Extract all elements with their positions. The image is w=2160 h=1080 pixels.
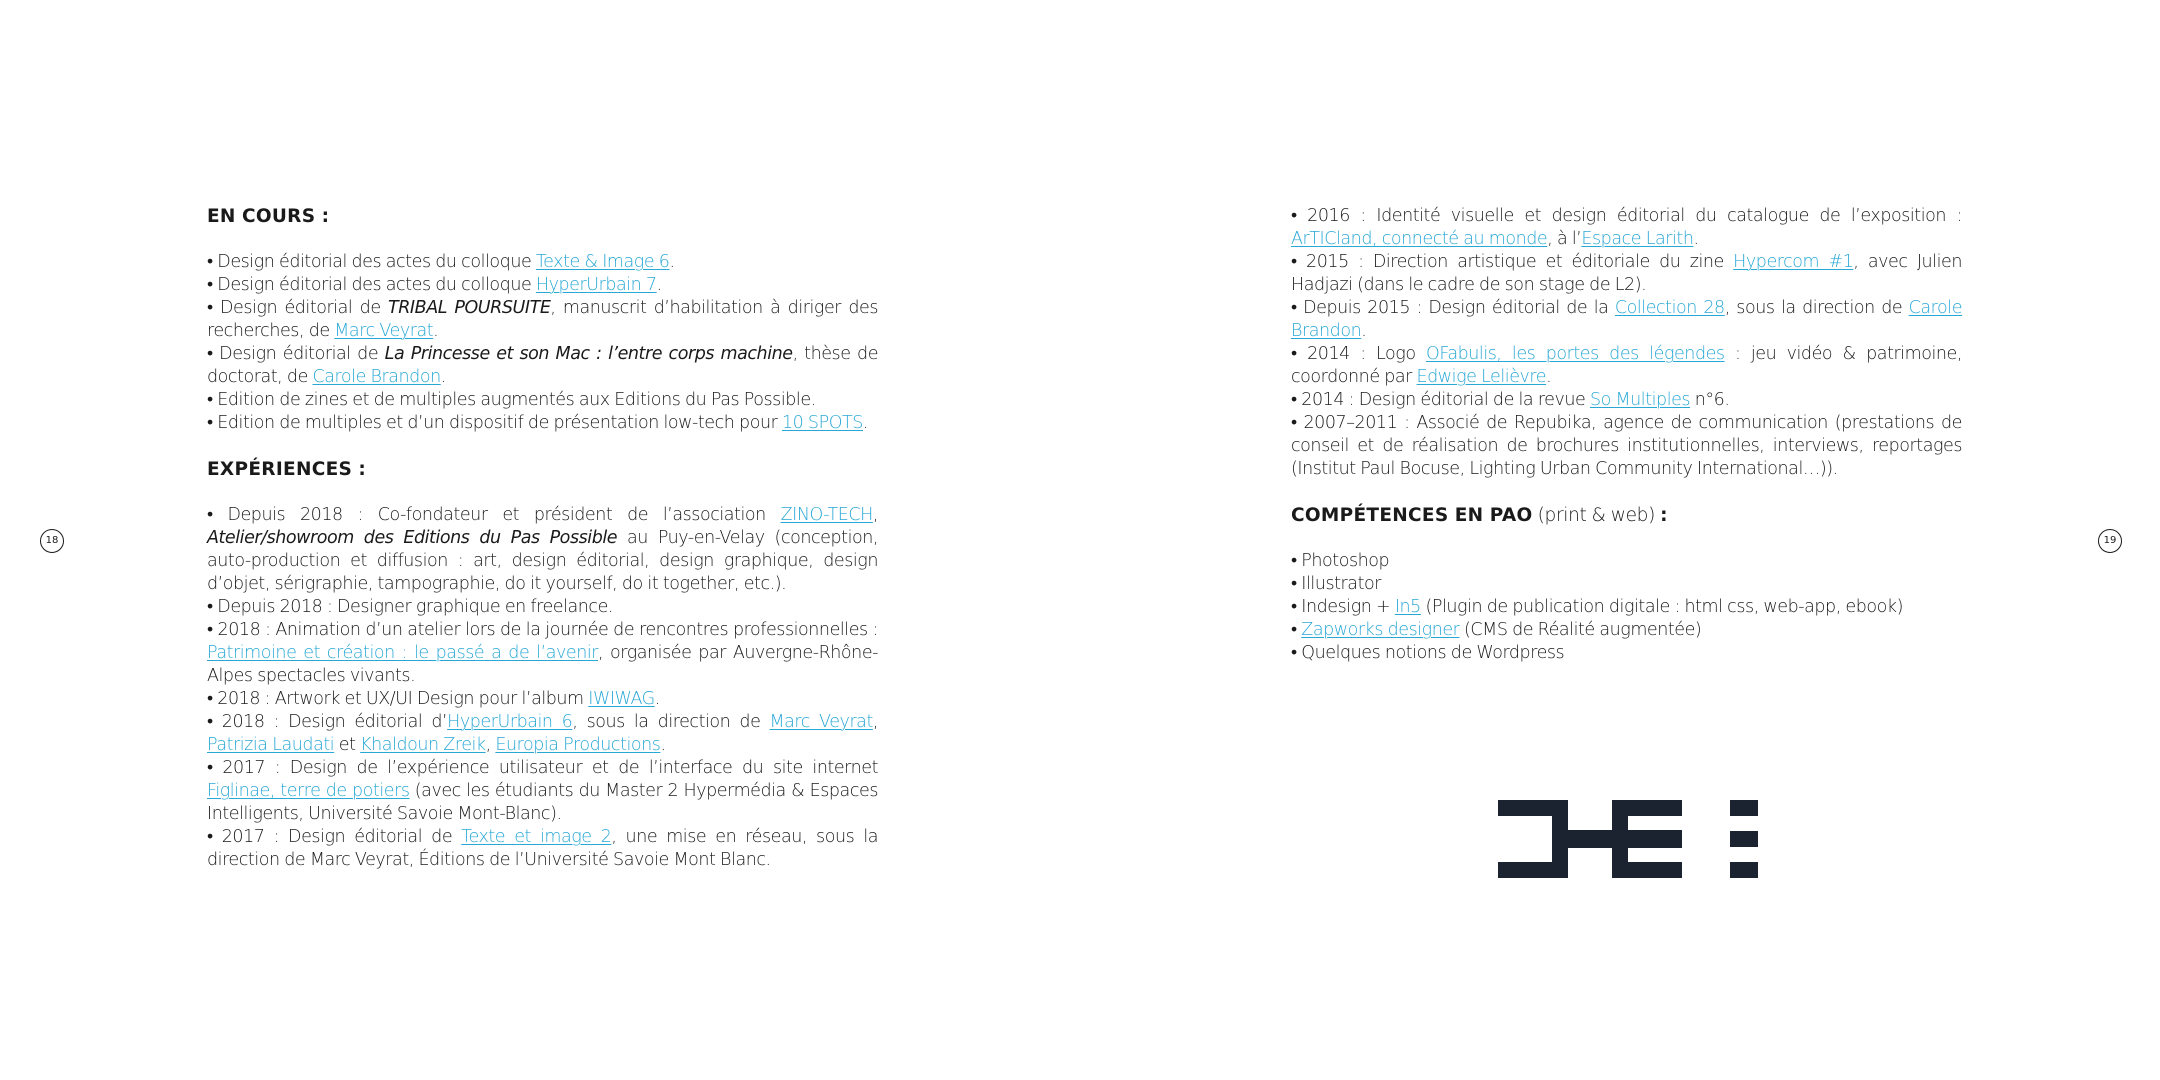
- list-item: • Indesign + In5 (Plugin de publication digitale : html css, web-app, ebook): [1291, 597, 1903, 617]
- list-item: • Edition de zines et de multiples augmentés aux Editions du Pas Possible.: [207, 390, 816, 410]
- left-column: [207, 205, 878, 872]
- link-figlinae[interactable]: Figlinae, terre de potiers: [207, 781, 410, 801]
- list-item: • Design éditorial de TRIBAL POURSUITE, manuscrit d’habilitation à diriger des recherches, de Marc Veyrat.: [207, 298, 878, 341]
- list-item: • Illustrator: [1291, 574, 1381, 594]
- list-item: • Photoshop: [1291, 551, 1390, 571]
- link-carole-brandon[interactable]: Carole Brandon: [312, 367, 441, 387]
- list-item: • Edition de multiples et d’un dispositif de présentation low-tech pour 10 SPOTS.: [207, 413, 869, 433]
- list-item: • Design éditorial des actes du colloque HyperUrbain 7.: [207, 275, 662, 295]
- list-item: • 2018 : Animation d’un atelier lors de la journée de rencontres professionnelles : Patrimoine et création : le passé a de l’avenir, organisée par Auvergne-Rhône-Alpes spectacles vivants.: [207, 620, 878, 686]
- link-texte-image-6[interactable]: Texte & Image 6: [535, 252, 670, 272]
- link-carole-brandon-2[interactable]: Carole Brandon: [1291, 298, 1963, 341]
- list-item: • 2018 : Design éditorial d’HyperUrbain 6, sous la direction de Marc Veyrat, Patrizia Laudati et Khaldoun Zreik, Europia Productions.: [207, 712, 878, 755]
- list-item: • 2017 : Design de l’expérience utilisateur et de l’interface du site internet Figlinae, terre de potiers (avec les étudiants du Master 2 Hypermédia & Espaces Intelligents, Université Savoie Mont-Blanc).: [207, 758, 878, 824]
- list-item: • 2014 : Logo OFabulis, les portes des légendes : jeu vidéo & patrimoine, coordonné par Edwige Lelièvre.: [1291, 344, 1962, 387]
- link-hypercom-1[interactable]: Hypercom #1: [1733, 252, 1854, 272]
- link-edwige-lelievre[interactable]: Edwige Lelièvre: [1416, 367, 1547, 387]
- right-column: [1291, 205, 1962, 665]
- list-item: • 2016 : Identité visuelle et design éditorial du catalogue de l’exposition : ArTICland, connecté au monde, à l’Espace Larith.: [1291, 206, 1962, 249]
- link-europia-productions[interactable]: Europia Productions: [495, 735, 661, 755]
- link-so-multiples[interactable]: So Multiples: [1589, 390, 1691, 410]
- list-item: • Depuis 2018 : Co-fondateur et président de l’association ZINO-TECH, Atelier/showroom des Editions du Pas Possible au Puy-en-Velay (conception, auto-production et diffusion : art, design éditorial, design graphique, design d’objet, sérigraphie, tampographie, do it yourself, do it together, etc.).: [207, 505, 878, 594]
- list-item: • Depuis 2018 : Designer graphique en freelance.: [207, 597, 614, 617]
- link-patrimoine-creation[interactable]: Patrimoine et création : le passé a de l’avenir: [207, 643, 598, 663]
- link-espace-larith[interactable]: Espace Larith: [1581, 229, 1694, 249]
- list-item: • Design éditorial des actes du colloque Texte & Image 6.: [207, 252, 675, 272]
- link-in5[interactable]: In5: [1394, 597, 1421, 617]
- link-zino-tech[interactable]: ZINO-TECH: [780, 505, 873, 525]
- list-item: • Design éditorial de La Princesse et son Mac : l’entre corps machine, thèse de doctorat, de Carole Brandon.: [207, 344, 879, 387]
- list-item: • Depuis 2015 : Design éditorial de la Collection 28, sous la direction de Carole Brandon.: [1291, 298, 1963, 341]
- link-iwiwag[interactable]: IWIWAG: [588, 689, 655, 709]
- link-collection-28[interactable]: Collection 28: [1614, 298, 1725, 318]
- link-texte-image-2[interactable]: Texte et image 2: [461, 827, 612, 847]
- list-item: • 2015 : Direction artistique et éditoriale du zine Hypercom #1, avec Julien Hadjazi (dans le cadre de son stage de L2).: [1291, 252, 1962, 295]
- list-item: • Zapworks designer (CMS de Réalité augmentée): [1291, 620, 1702, 640]
- heading-competences: COMPÉTENCES EN PAO (print & web) :: [1291, 505, 1668, 526]
- link-hyperurbain-6[interactable]: HyperUrbain 6: [447, 712, 573, 732]
- list-item: • 2017 : Design éditorial de Texte et image 2, une mise en réseau, sous la direction de Marc Veyrat, Éditions de l’Université Savoie Mont Blanc.: [207, 827, 879, 870]
- link-marc-veyrat-2[interactable]: Marc Veyrat: [769, 712, 873, 732]
- list-item: • Quelques notions de Wordpress: [1291, 643, 1565, 663]
- list-item: • 2014 : Design éditorial de la revue So Multiples n°6.: [1291, 390, 1730, 410]
- list-item: • 2018 : Artwork et UX/UI Design pour l’album IWIWAG.: [207, 689, 660, 709]
- geometric-monogram-logo-icon: [1498, 800, 1758, 878]
- link-articland[interactable]: ArTICland, connecté au monde: [1291, 229, 1548, 249]
- link-patrizia-laudati[interactable]: Patrizia Laudati: [207, 735, 335, 755]
- link-hyperurbain-7[interactable]: HyperUrbain 7: [535, 275, 657, 295]
- heading-en-cours: EN COURS :: [207, 206, 330, 227]
- list-item: • 2007–2011 : Associé de Repubika, agence de communication (prestations de conseil et de réalisation de brochures institutionnelles, interviews, reportages (Institut Paul Bocuse, Lighting Urban Community International…)).: [1291, 413, 1962, 479]
- page-number-left: 18: [40, 529, 64, 553]
- link-khaldoun-zreik[interactable]: Khaldoun Zreik: [360, 735, 486, 755]
- link-zapworks-designer[interactable]: Zapworks designer: [1301, 620, 1460, 640]
- heading-experiences: EXPÉRIENCES :: [207, 459, 367, 480]
- page-number-right: 19: [2098, 529, 2122, 553]
- link-marc-veyrat[interactable]: Marc Veyrat: [334, 321, 434, 341]
- link-ofabulis[interactable]: OFabulis, les portes des légendes: [1426, 344, 1725, 364]
- link-10-spots[interactable]: 10 SPOTS: [781, 413, 863, 433]
